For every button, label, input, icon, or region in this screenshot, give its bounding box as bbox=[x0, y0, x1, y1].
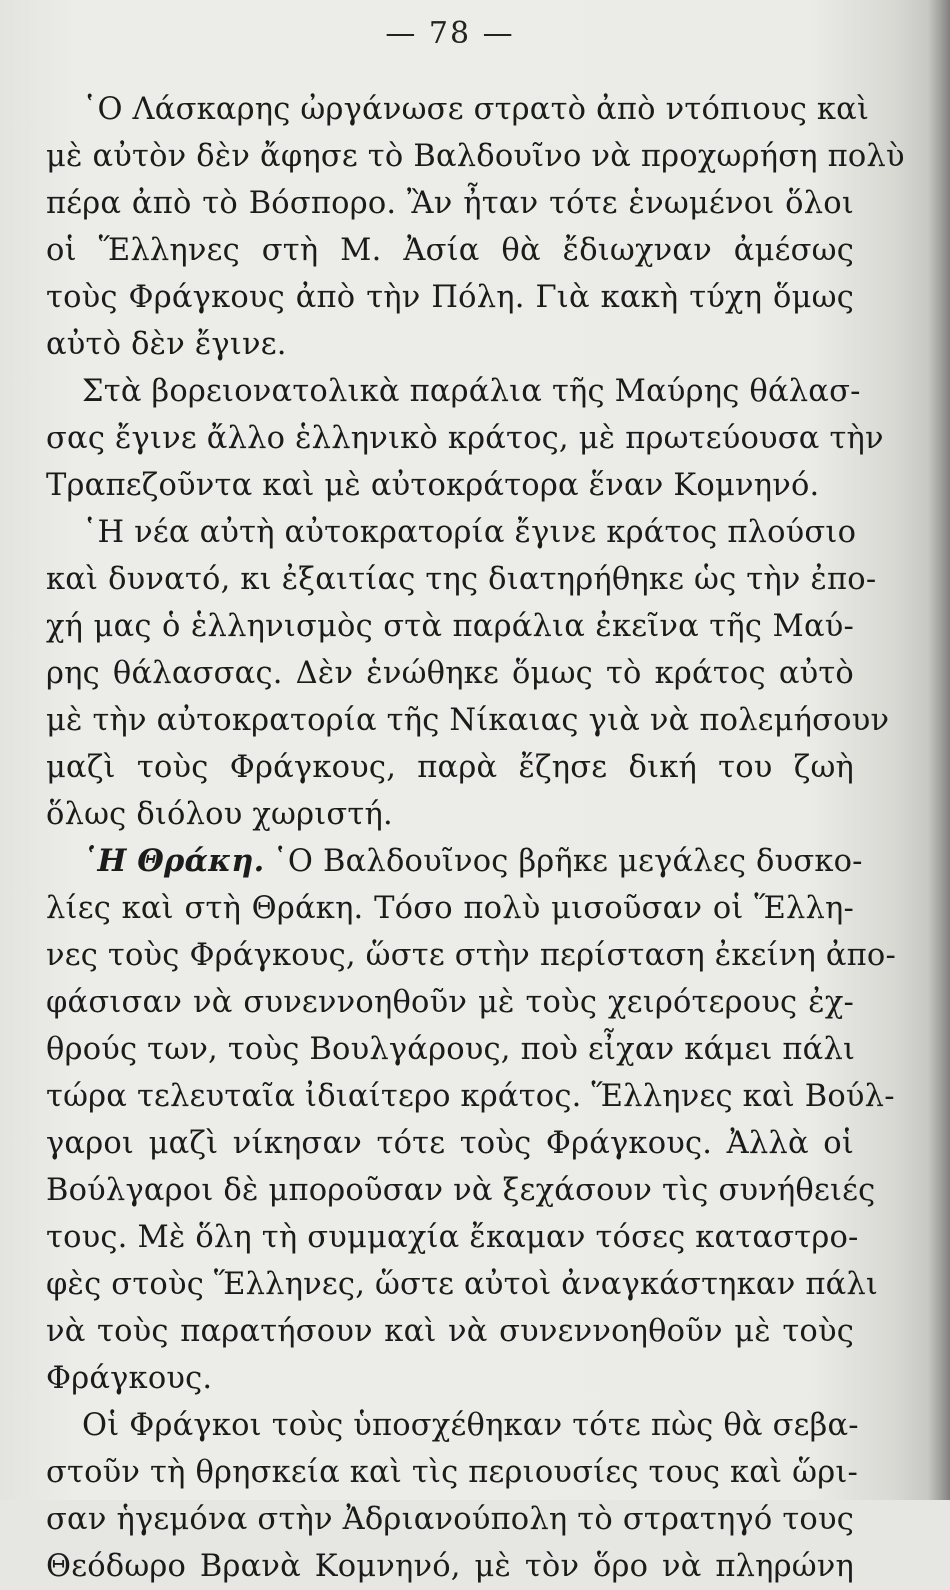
text-line: τώρα τελευταῖα ἰδιαίτερο κράτος. Ἕλληνες καὶ Βούλ- bbox=[46, 1079, 895, 1114]
body-text bbox=[46, 86, 905, 1590]
text-line: τους. Μὲ ὅλη τὴ συμμαχία ἔκαμαν τόσες καταστρο- bbox=[46, 1220, 859, 1255]
text-line: Φράγκους. bbox=[46, 1361, 213, 1396]
text-line: φάσισαν νὰ συνεννοηθοῦν μὲ τοὺς χειρότερους ἐχ- bbox=[46, 985, 854, 1020]
text-line: μαζὶ τοὺς Φράγκους, παρὰ ἔζησε δική του ζωὴ bbox=[46, 750, 854, 785]
text-line: πέρα ἀπὸ τὸ Βόσπορο. Ἂν ἦταν τότε ἑνωμένοι ὅλοι bbox=[46, 186, 854, 221]
text-line: γαροι μαζὶ νίκησαν τότε τοὺς Φράγκους. Ἀλλὰ οἱ bbox=[46, 1126, 854, 1161]
text-line: Οἱ Φράγκοι τοὺς ὑποσχέθηκαν τότε πὼς θὰ σεβα- bbox=[82, 1408, 859, 1443]
text-line: Θεόδωρο Βρανὰ Κομνηνό, μὲ τὸν ὅρο νὰ πληρώνη bbox=[46, 1549, 854, 1584]
text-line: νες τοὺς Φράγκους, ὥστε στὴν περίσταση ἐκείνη ἀπο- bbox=[46, 938, 896, 973]
text-line: μὲ τὴν αὐτοκρατορία τῆς Νίκαιας γιὰ νὰ πολεμήσουν bbox=[46, 703, 890, 738]
text-line: σαν ἡγεμόνα στὴν Ἀδριανούπολη τὸ στρατηγό τους bbox=[46, 1502, 854, 1537]
text-line: Τραπεζοῦντα καὶ μὲ αὐτοκράτορα ἕναν Κομνηνό. bbox=[46, 468, 820, 503]
text-line: Στὰ βορειονατολικὰ παράλια τῆς Μαύρης θάλασ- bbox=[82, 374, 861, 409]
book-spine-shadow bbox=[928, 0, 950, 1500]
text-line: οἱ Ἕλληνες στὴ Μ. Ἀσία θὰ ἔδιωχναν ἀμέσως bbox=[46, 233, 854, 268]
page-number: — 78 — bbox=[385, 16, 515, 51]
text-line: ῾Ο Λάσκαρης ὠργάνωσε στρατὸ ἀπὸ ντόπιους καὶ bbox=[82, 92, 870, 127]
text-line: ῾Η νέα αὐτὴ αὐτοκρατορία ἔγινε κράτος πλούσιο bbox=[82, 515, 857, 550]
text-line: χή μας ὁ ἑλληνισμὸς στὰ παράλια ἐκεῖνα τῆς Μαύ- bbox=[46, 609, 854, 644]
text-line: στοῦν τὴ θρησκεία καὶ τὶς περιουσίες τους καὶ ὥρι- bbox=[46, 1455, 859, 1490]
text-line: θρούς των, τοὺς Βουλγάρους, ποὺ εἶχαν κάμει πάλι bbox=[46, 1032, 856, 1067]
text-line: καὶ δυνατό, κι ἐξαιτίας της διατηρήθηκε ὡς τὴν ἐπο- bbox=[46, 562, 877, 597]
text-line: ρης θάλασσας. Δὲν ἑνώθηκε ὅμως τὸ κράτος αὐτὸ bbox=[46, 656, 854, 691]
text-line: τοὺς Φράγκους ἀπὸ τὴν Πόλη. Γιὰ κακὴ τύχη ὅμως bbox=[46, 280, 854, 315]
text-line: φὲς στοὺς Ἕλληνες, ὥστε αὐτοὶ ἀναγκάστηκαν πάλι bbox=[46, 1267, 879, 1302]
text-line: μὲ αὐτὸν δὲν ἄφησε τὸ Βαλδουῖνο νὰ προχωρήση πολὺ bbox=[46, 139, 905, 174]
text-line: αὐτὸ δὲν ἔγινε. bbox=[46, 327, 287, 362]
text-line-rest: ῾Ο Βαλδουῖνος βρῆκε μεγάλες δυσκο- bbox=[272, 844, 863, 879]
section-heading: ῾Η Θράκη. bbox=[82, 843, 265, 879]
text-line: νὰ τοὺς παρατήσουν καὶ νὰ συνεννοηθοῦν μὲ τοὺς bbox=[46, 1314, 854, 1349]
section-heading-line bbox=[46, 838, 863, 885]
text-line: ὅλως διόλου χωριστή. bbox=[46, 797, 393, 832]
text-line: Βούλγαροι δὲ μποροῦσαν νὰ ξεχάσουν τὶς συνήθειές bbox=[46, 1173, 876, 1208]
text-line: σας ἔγινε ἄλλο ἑλληνικὸ κράτος, μὲ πρωτεύουσα τὴν bbox=[46, 421, 884, 456]
text-line: λίες καὶ στὴ Θράκη. Τόσο πολὺ μισοῦσαν οἱ Ἕλλη- bbox=[46, 891, 854, 926]
